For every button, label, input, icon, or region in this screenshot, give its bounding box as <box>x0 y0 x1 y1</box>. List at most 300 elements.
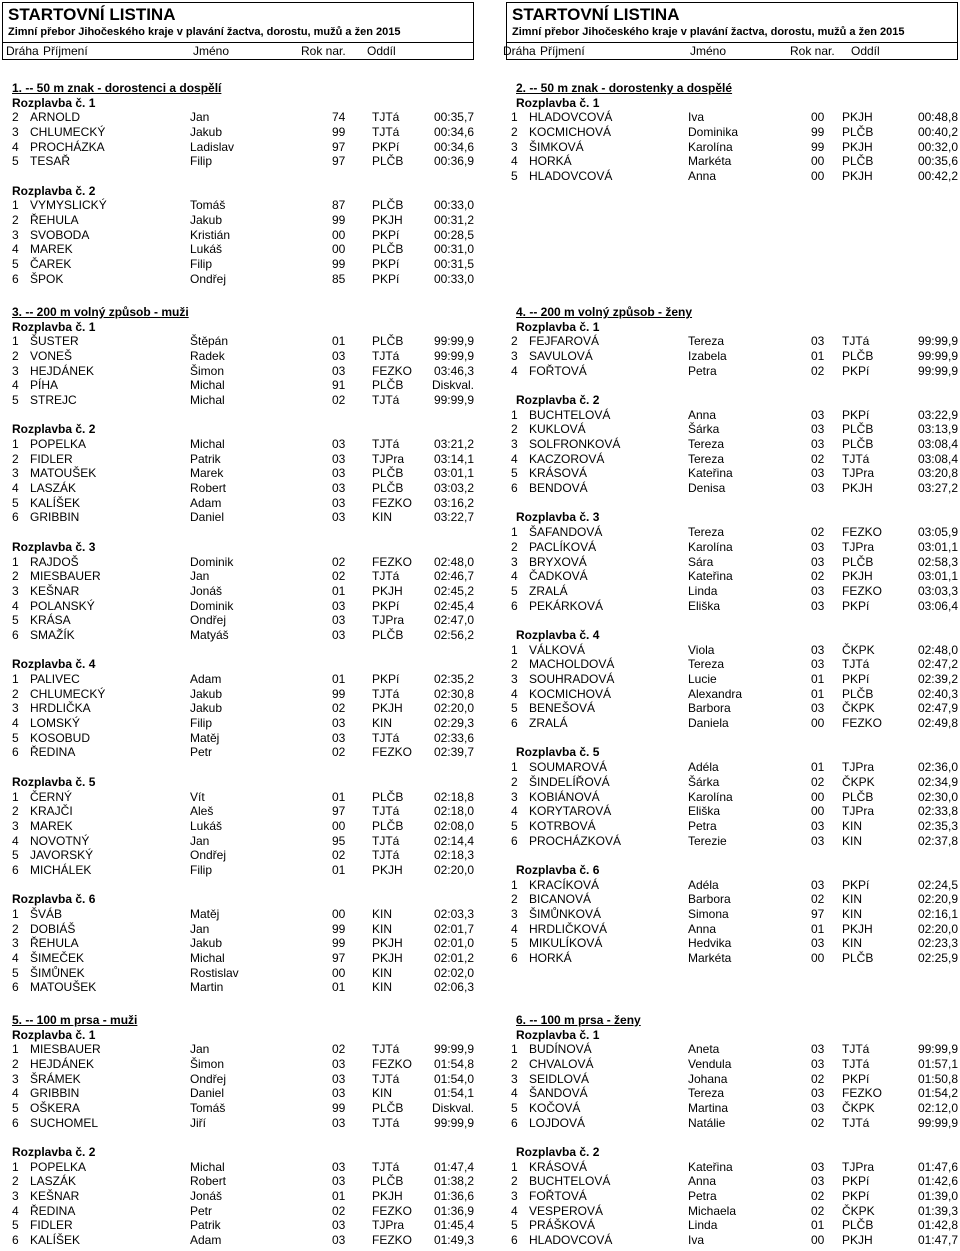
surname: ŠIMŮNKOVÁ <box>529 907 602 921</box>
event-title: 1. -- 50 m znak - dorostenci a dospělí <box>12 81 222 95</box>
club: PLČB <box>372 789 404 804</box>
surname: FEJFAROVÁ <box>529 334 600 349</box>
lane: 5 <box>511 168 518 183</box>
surname: PALIVEC <box>30 672 80 686</box>
surname: DOBIÁŠ <box>30 921 76 936</box>
entry-time: 02:33,6 <box>433 730 474 745</box>
table-row <box>2 228 474 243</box>
birth-year: 03 <box>811 936 825 951</box>
entry-time: 03:20,8 <box>917 466 958 481</box>
event-block <box>506 1013 958 1248</box>
table-row <box>2 569 474 584</box>
lane: 1 <box>511 110 518 125</box>
first-name: Petr <box>190 1203 213 1218</box>
first-name: Dominika <box>688 124 739 139</box>
club: TJTá <box>372 833 400 848</box>
entry-time: 99:99,9 <box>917 348 958 363</box>
spacer <box>2 878 474 893</box>
first-name: Petr <box>190 745 213 760</box>
entry-time: 02:20,0 <box>917 921 958 936</box>
entry-time: 02:39,2 <box>917 672 958 686</box>
birth-year: 87 <box>332 198 346 213</box>
table-row <box>506 125 958 140</box>
club: TJTá <box>842 657 870 672</box>
club: PLČB <box>842 554 874 569</box>
lane: 3 <box>511 348 518 363</box>
surname: MATOUŠEK <box>30 466 97 481</box>
club: PLČB <box>372 481 404 496</box>
entry-time: 03:16,2 <box>433 495 474 510</box>
entry-time: 01:50,8 <box>917 1071 958 1086</box>
surname: ARNOLD <box>30 110 81 125</box>
club: PKJH <box>842 921 873 936</box>
lane: 3 <box>12 1071 19 1086</box>
first-name: Iva <box>688 1233 705 1248</box>
surname: HEJDÁNEK <box>30 363 95 378</box>
entry-time: 01:47,7 <box>917 1233 958 1248</box>
club: FEZKO <box>372 1203 413 1218</box>
heat-title: Rozplavba č. 3 <box>516 510 600 525</box>
club: ČKPK <box>842 701 875 716</box>
table-row <box>506 804 958 819</box>
club: PKJH <box>372 1189 403 1204</box>
heat-title: Rozplavba č. 1 <box>516 95 600 110</box>
lane: 6 <box>12 745 19 760</box>
club: TJTá <box>372 124 400 139</box>
event-title: 6. -- 100 m prsa - ženy <box>516 1013 641 1027</box>
entry-time: 01:54,8 <box>433 1056 474 1071</box>
table-row <box>2 790 474 805</box>
lane: 1 <box>511 877 518 892</box>
table-row <box>2 272 474 287</box>
surname: ŘEDINA <box>30 1203 76 1218</box>
club: KIN <box>842 818 863 833</box>
birth-year: 95 <box>332 833 346 848</box>
lane: 4 <box>12 716 19 731</box>
surname: PROCHÁZKOVÁ <box>529 833 622 848</box>
birth-year: 00 <box>332 965 346 980</box>
surname: CHVALOVÁ <box>529 1056 594 1071</box>
entry-time: 00:33,0 <box>433 198 474 213</box>
lane: 1 <box>12 334 19 349</box>
surname: FOŘTOVÁ <box>529 1189 587 1204</box>
birth-year: 01 <box>332 583 346 598</box>
table-row <box>2 349 474 364</box>
lane: 2 <box>511 124 518 139</box>
club: ČKPK <box>842 642 875 657</box>
lane: 2 <box>12 1174 19 1189</box>
birth-year: 03 <box>332 363 346 378</box>
birth-year: 03 <box>332 1174 346 1189</box>
entry-time: 01:42,8 <box>917 1218 958 1233</box>
table-row <box>2 1160 474 1175</box>
entry-time: 02:03,3 <box>433 907 474 921</box>
surname: BUCHTELOVÁ <box>529 1174 611 1189</box>
birth-year: 03 <box>332 481 346 496</box>
surname: OŠKERA <box>30 1100 81 1115</box>
table-row <box>506 657 958 672</box>
lane: 4 <box>511 154 518 169</box>
lane: 4 <box>12 951 19 966</box>
table-row <box>506 1189 958 1204</box>
first-name: Iva <box>688 110 705 125</box>
lane: 6 <box>12 510 19 525</box>
club: PLČB <box>842 348 874 363</box>
surname: ŠIMŮNEK <box>30 965 85 980</box>
club: TJTá <box>372 1042 400 1057</box>
surname: SOLFRONKOVÁ <box>529 437 621 451</box>
event-block <box>506 305 958 966</box>
lane: 6 <box>511 833 518 848</box>
heat-title: Rozplavba č. 2 <box>12 422 96 437</box>
club: PKPí <box>842 598 870 613</box>
entry-time: 01:47,6 <box>917 1159 958 1174</box>
surname: KRACÍKOVÁ <box>529 877 600 892</box>
club: FEZKO <box>372 554 413 569</box>
birth-year: 99 <box>332 686 346 701</box>
left-column <box>2 2 474 1248</box>
first-name: Filip <box>190 257 213 272</box>
lane: 5 <box>12 730 19 745</box>
first-name: Anna <box>688 1174 717 1189</box>
entry-time: 01:49,3 <box>433 1233 474 1248</box>
surname: KOBIÁNOVÁ <box>529 789 600 804</box>
table-row <box>506 1116 958 1131</box>
lane: 3 <box>511 554 518 569</box>
entry-time: 99:99,9 <box>917 1042 958 1057</box>
birth-year: 01 <box>332 672 346 686</box>
surname: MIKULÍKOVÁ <box>529 936 603 951</box>
surname: KEŠNAR <box>30 583 80 598</box>
header-left <box>2 2 474 60</box>
first-name: Jakub <box>190 213 223 227</box>
surname: ŠPOK <box>30 271 64 286</box>
club: PKPí <box>372 672 400 686</box>
table-row <box>2 1116 474 1131</box>
lane: 5 <box>511 701 518 716</box>
club: KIN <box>842 833 863 848</box>
club: FEZKO <box>372 1233 413 1248</box>
entry-time: 03:13,9 <box>917 422 958 437</box>
surname: KRAJČI <box>30 804 73 819</box>
entry-time: 99:99,9 <box>917 334 958 349</box>
first-name: Martina <box>688 1100 729 1115</box>
table-row <box>2 745 474 760</box>
birth-year: 02 <box>332 848 346 863</box>
table-row <box>2 907 474 922</box>
lane: 3 <box>511 139 518 154</box>
entry-time: 03:03,3 <box>917 583 958 598</box>
lane: 2 <box>511 1174 518 1189</box>
birth-year: 00 <box>811 716 825 731</box>
surname: HRDLIČKA <box>30 701 91 716</box>
first-name: Robert <box>190 1174 227 1189</box>
surname: ŘEDINA <box>30 745 76 760</box>
first-name: Kateřina <box>688 1159 733 1174</box>
event-block <box>506 81 958 184</box>
surname: ŠANDOVÁ <box>529 1086 588 1101</box>
surname: ŠRÁMEK <box>30 1071 81 1086</box>
surname: VYMYSLICKÝ <box>30 198 107 213</box>
entry-time: 00:32,0 <box>917 139 958 154</box>
club: ČKPK <box>842 1100 875 1115</box>
lane: 2 <box>511 539 518 554</box>
lane: 4 <box>12 139 19 154</box>
table-row <box>506 452 958 467</box>
surname: BRYXOVÁ <box>529 554 587 569</box>
table-row <box>506 1233 958 1248</box>
col-surname: Příjmení <box>43 44 88 58</box>
lane: 5 <box>12 848 19 863</box>
heat-title: Rozplavba č. 1 <box>516 319 600 334</box>
table-row <box>506 672 958 687</box>
lane: 5 <box>511 936 518 951</box>
birth-year: 99 <box>811 124 825 139</box>
table-row <box>506 775 958 790</box>
lane: 2 <box>511 334 518 349</box>
surname: KOSOBUD <box>30 730 91 745</box>
club: FEZKO <box>842 716 883 731</box>
entry-time: 02:56,2 <box>433 627 474 642</box>
birth-year: 01 <box>811 348 825 363</box>
club: PKPí <box>372 227 400 242</box>
birth-year: 74 <box>332 110 346 125</box>
first-name: Jakub <box>190 686 223 701</box>
birth-year: 01 <box>332 1189 346 1204</box>
first-name: Karolína <box>688 789 733 804</box>
birth-year: 02 <box>332 554 346 569</box>
club: PKJH <box>842 139 873 154</box>
lane: 2 <box>511 422 518 437</box>
surname: BUCHTELOVÁ <box>529 407 611 422</box>
surname: POLANSKÝ <box>30 598 95 613</box>
club: TJTá <box>372 1071 400 1086</box>
club: TJTá <box>372 110 400 125</box>
entry-time: 03:14,1 <box>433 451 474 466</box>
first-name: Filip <box>190 716 213 731</box>
first-name: Kristián <box>190 227 231 242</box>
first-name: Matyáš <box>190 627 229 642</box>
entry-time: 02:48,0 <box>433 554 474 569</box>
birth-year: 02 <box>811 1203 825 1218</box>
lane: 6 <box>12 627 19 642</box>
entry-time: 01:39,0 <box>917 1189 958 1204</box>
first-name: Tereza <box>688 334 725 349</box>
first-name: Karolína <box>688 539 733 554</box>
birth-year: 02 <box>332 745 346 760</box>
surname: GRIBBIN <box>30 1086 80 1101</box>
table-row <box>506 1218 958 1233</box>
entry-time: 00:42,2 <box>917 168 958 183</box>
surname: ŠVÁB <box>30 907 63 921</box>
birth-year: 03 <box>332 1233 346 1248</box>
page-subtitle: Zimní přebor Jihočeského kraje v plavání žactva, dorostu, mužů a žen 2015 <box>507 25 957 43</box>
birth-year: 03 <box>332 451 346 466</box>
table-row <box>506 1042 958 1057</box>
surname: HLADOVCOVÁ <box>529 1233 613 1248</box>
club: KIN <box>842 936 863 951</box>
entry-time: 02:39,7 <box>433 745 474 760</box>
lane: 2 <box>12 213 19 227</box>
entry-time: 02:47,9 <box>917 701 958 716</box>
spacer <box>2 1130 474 1145</box>
club: FEZKO <box>842 583 883 598</box>
first-name: Adam <box>190 495 222 510</box>
table-row <box>506 437 958 452</box>
first-name: Filip <box>190 862 213 877</box>
birth-year: 03 <box>811 583 825 598</box>
entry-time: 00:33,0 <box>433 271 474 286</box>
entry-time: Diskval. <box>431 378 474 393</box>
first-name: Eliška <box>688 804 721 819</box>
club: PKPí <box>842 407 870 422</box>
first-name: Natálie <box>688 1115 726 1130</box>
heat-title: Rozplavba č. 6 <box>516 862 600 877</box>
lane: 5 <box>12 495 19 510</box>
table-row <box>2 584 474 599</box>
club: KIN <box>372 907 393 921</box>
spacer <box>506 613 958 628</box>
col-year: Rok nar. <box>301 44 346 58</box>
table-row <box>2 731 474 746</box>
first-name: Daniela <box>688 716 729 731</box>
table-row <box>506 569 958 584</box>
birth-year: 00 <box>332 242 346 257</box>
birth-year: 01 <box>332 789 346 804</box>
table-row <box>2 966 474 981</box>
club: TJTá <box>372 348 400 363</box>
club: KIN <box>372 1086 393 1101</box>
first-name: Jan <box>190 921 210 936</box>
entry-time: 02:47,0 <box>433 613 474 628</box>
first-name: Vít <box>190 789 205 804</box>
surname: LOJDOVÁ <box>529 1115 586 1130</box>
birth-year: 02 <box>332 569 346 584</box>
lane: 6 <box>511 951 518 966</box>
lane: 1 <box>511 760 518 775</box>
birth-year: 03 <box>811 422 825 437</box>
club: PLČB <box>842 422 874 437</box>
entry-time: 00:31,5 <box>433 257 474 272</box>
surname: LOMSKÝ <box>30 716 81 731</box>
entry-time: 03:22,7 <box>433 510 474 525</box>
lane: 6 <box>511 1233 518 1248</box>
entry-time: 01:47,4 <box>433 1159 474 1174</box>
surname: LASZÁK <box>30 1174 77 1189</box>
entry-time: 03:27,2 <box>917 481 958 496</box>
birth-year: 03 <box>811 1174 825 1189</box>
entry-time: 99:99,9 <box>433 334 474 349</box>
table-row <box>506 716 958 731</box>
surname: BENEŠOVÁ <box>529 701 596 716</box>
table-row <box>2 364 474 379</box>
event-block <box>2 81 474 286</box>
birth-year: 03 <box>811 466 825 481</box>
birth-year: 00 <box>811 789 825 804</box>
club: PKPí <box>842 877 870 892</box>
first-name: Šimon <box>190 363 225 378</box>
birth-year: 00 <box>332 907 346 921</box>
club: PLČB <box>842 951 874 966</box>
lane: 6 <box>511 598 518 613</box>
surname: KOCMICHOVÁ <box>529 686 612 701</box>
club: TJTá <box>372 686 400 701</box>
lane: 1 <box>12 198 19 213</box>
table-row <box>2 496 474 511</box>
entry-time: 03:46,3 <box>433 363 474 378</box>
table-row <box>506 481 958 496</box>
surname: MACHOLDOVÁ <box>529 657 615 672</box>
birth-year: 02 <box>811 1189 825 1204</box>
first-name: Tereza <box>688 657 725 672</box>
birth-year: 02 <box>811 451 825 466</box>
surname: TESAŘ <box>30 154 71 169</box>
birth-year: 00 <box>332 227 346 242</box>
lane: 5 <box>511 466 518 481</box>
surname: ŠIMEČEK <box>30 951 85 966</box>
entry-time: 00:31,2 <box>433 213 474 227</box>
table-row <box>2 242 474 257</box>
heat-title: Rozplavba č. 6 <box>12 892 96 907</box>
lane: 6 <box>511 1115 518 1130</box>
first-name: Anna <box>688 168 717 183</box>
lane: 5 <box>511 1100 518 1115</box>
surname: MAREK <box>30 818 73 833</box>
page-subtitle: Zimní přebor Jihočeského kraje v plavání žactva, dorostu, mužů a žen 2015 <box>3 25 473 43</box>
lane: 2 <box>12 569 19 584</box>
club: PLČB <box>372 466 404 481</box>
entry-time: 99:99,9 <box>433 1042 474 1057</box>
table-row <box>2 936 474 951</box>
first-name: Sára <box>688 554 714 569</box>
birth-year: 01 <box>811 760 825 775</box>
table-row <box>506 1101 958 1116</box>
surname: STREJC <box>30 392 77 407</box>
lane: 3 <box>511 907 518 921</box>
birth-year: 02 <box>332 701 346 716</box>
column-headers <box>503 43 957 59</box>
first-name: Jan <box>190 1042 210 1057</box>
heat-title: Rozplavba č. 1 <box>12 95 96 110</box>
entry-time: 02:20,0 <box>433 862 474 877</box>
entry-time: 01:39,3 <box>917 1203 958 1218</box>
first-name: Kateřina <box>688 569 733 584</box>
surname: KOTRBOVÁ <box>529 818 596 833</box>
first-name: Barbora <box>688 701 731 716</box>
birth-year: 03 <box>332 466 346 481</box>
birth-year: 02 <box>811 1071 825 1086</box>
table-row <box>2 848 474 863</box>
birth-year: 99 <box>332 1100 346 1115</box>
entry-time: 02:18,0 <box>433 804 474 819</box>
lane: 6 <box>12 862 19 877</box>
surname: MATOUŠEK <box>30 980 97 995</box>
table-row <box>506 169 958 184</box>
lane: 4 <box>511 804 518 819</box>
birth-year: 03 <box>811 539 825 554</box>
first-name: Lukáš <box>190 818 223 833</box>
table-row <box>506 922 958 937</box>
table-row <box>506 540 958 555</box>
entry-time: 01:54,0 <box>433 1071 474 1086</box>
birth-year: 00 <box>811 951 825 966</box>
table-row <box>2 1189 474 1204</box>
entry-time: 99:99,9 <box>433 392 474 407</box>
lane: 2 <box>12 110 19 125</box>
entry-time: 01:36,6 <box>433 1189 474 1204</box>
birth-year: 03 <box>811 554 825 569</box>
entry-time: 02:24,5 <box>917 877 958 892</box>
